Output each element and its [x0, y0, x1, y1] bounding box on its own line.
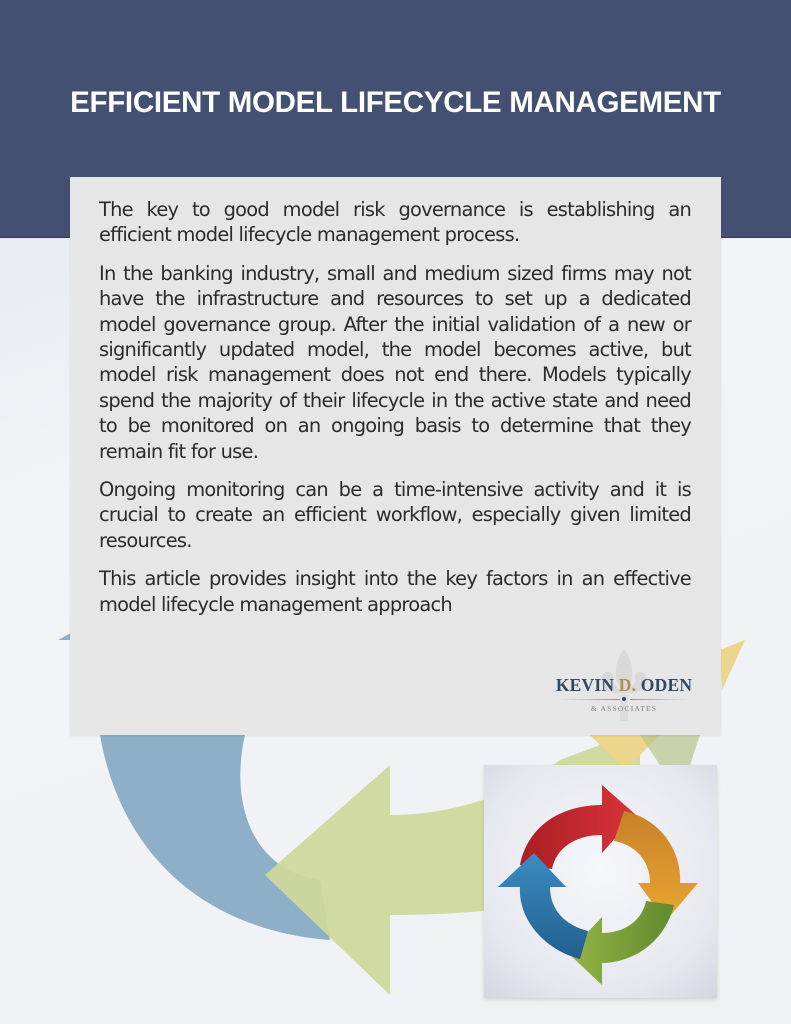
paragraph-2: In the banking industry, small and medium sized firms may not have the infrastructure and resources to set up a dedicated model governance group. After the initial validation of a new or significantly updated model, the model becomes active, but model risk management does not end there. Models typically spend the majority of their lifecycle in the active state and need to be monitored on an ongoing basis to determine that they remain fit for use. — [99, 261, 691, 463]
lifecycle-cycle-image — [484, 765, 717, 998]
logo-rule-right — [630, 699, 690, 700]
logo-name — [548, 675, 700, 696]
intro-card — [70, 177, 721, 735]
logo-subtitle: & ASSOCIATES — [590, 704, 658, 713]
logo-name-initial: D. — [618, 675, 637, 695]
logo-rule-left — [560, 699, 620, 700]
logo-dot — [622, 697, 626, 701]
company-logo — [548, 647, 700, 722]
article-body — [99, 197, 691, 630]
paragraph-4: This article provides insight into the key factors in an effective model lifecycle management approach — [99, 567, 691, 616]
paragraph-3: Ongoing monitoring can be a time-intensive activity and it is crucial to create an efficient workflow, especially given limited resources. — [99, 478, 691, 552]
logo-name-last: ODEN — [636, 675, 693, 695]
paragraph-1: The key to good model risk governance is establishing an efficient model lifecycle management process. — [99, 198, 691, 247]
cycle-arrows-icon — [484, 765, 717, 998]
page-title: EFFICIENT MODEL LIFECYCLE MANAGEMENT — [70, 86, 721, 119]
logo-name-first: KEVIN — [555, 675, 619, 695]
